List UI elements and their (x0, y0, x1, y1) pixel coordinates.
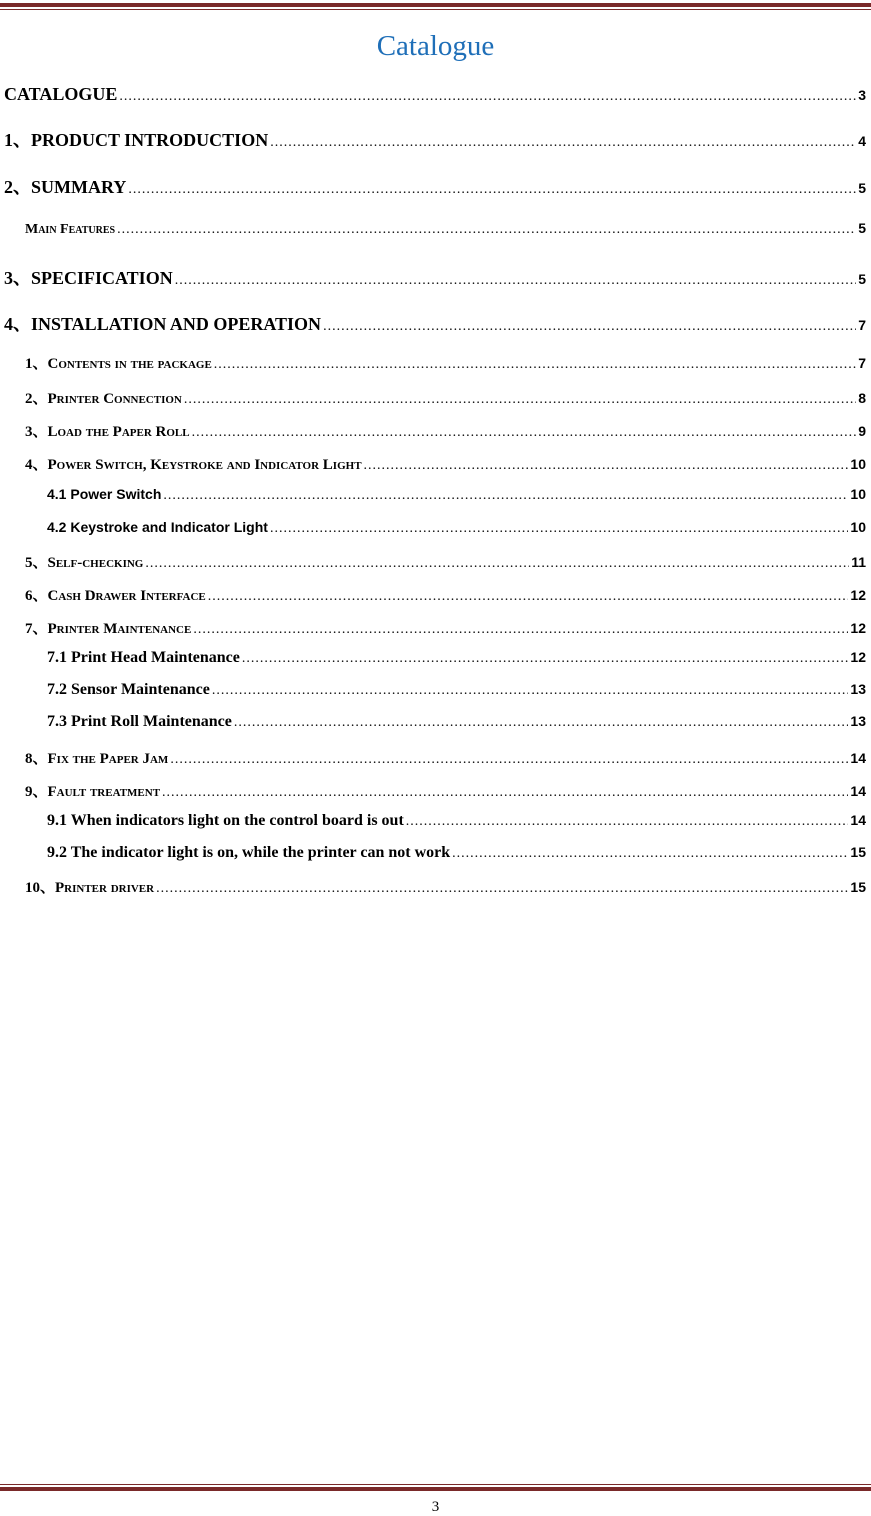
page-title: Catalogue (376, 30, 495, 62)
toc-entry-power-switch[interactable] (47, 486, 866, 504)
toc-entry-printer-driver[interactable] (25, 876, 866, 897)
toc-dot-leader (156, 881, 848, 897)
toc-dot-leader (208, 589, 849, 605)
header-rule-thin (0, 9, 871, 10)
toc-entry-label: Main Features (25, 222, 116, 237)
toc-entry-label: 1、PRODUCT INTRODUCTION (4, 130, 269, 150)
toc-entry-label: 2、Printer Connection (25, 391, 182, 407)
toc-entry-power-switch-keystroke-indicator[interactable] (25, 453, 866, 474)
toc-entry-indicator-on-not-working[interactable] (47, 844, 866, 862)
toc-entry-label: 2、SUMMARY (4, 177, 127, 197)
toc-entry-page: 9 (858, 423, 866, 439)
toc-dot-leader (452, 846, 848, 862)
toc-dot-leader (162, 785, 848, 801)
toc-entry-label: 1、Contents in the package (25, 356, 212, 372)
toc-entry-page: 14 (850, 783, 866, 799)
toc-entry-label: 3、SPECIFICATION (4, 268, 173, 288)
toc-entry-label: 9.2 The indicator light is on, while the printer can not work (47, 844, 451, 861)
toc-entry-page: 10 (850, 486, 866, 502)
toc-entry-page: 13 (850, 681, 866, 697)
toc-dot-leader (270, 521, 848, 537)
toc-entry-label: 8、Fix the Paper Jam (25, 751, 169, 767)
toc-entry-sensor-maintenance[interactable] (47, 681, 866, 699)
toc-entry-label: 6、Cash Drawer Interface (25, 588, 206, 604)
toc-dot-leader (170, 752, 848, 768)
page-number: 3 (431, 1499, 440, 1515)
toc-dot-leader (406, 814, 849, 830)
toc-entry-page: 3 (858, 87, 866, 103)
toc-entry-page: 10 (850, 456, 866, 472)
toc-entry-printer-maintenance[interactable] (25, 617, 866, 638)
toc-entry-label: 4、Power Switch, Keystroke and Indicator Light (25, 457, 362, 473)
toc-dot-leader (323, 319, 856, 335)
toc-entry-page: 14 (850, 750, 866, 766)
toc-entry-label: 7.3 Print Roll Maintenance (47, 713, 232, 730)
toc-entry-page: 15 (850, 844, 866, 860)
toc-entry-contents-in-package[interactable] (25, 352, 866, 373)
toc-entry-label: 5、Self-checking (25, 555, 144, 571)
toc-dot-leader (117, 222, 856, 238)
toc-entry-page: 4 (858, 133, 866, 149)
toc-entry-self-checking[interactable] (25, 551, 866, 572)
toc-entry-summary[interactable] (4, 173, 866, 199)
toc-entry-page: 10 (850, 519, 866, 535)
toc-entry-page: 7 (858, 317, 866, 333)
toc-entry-page: 12 (850, 620, 866, 636)
toc-entry-fix-paper-jam[interactable] (25, 747, 866, 768)
toc-entry-label: 9、Fault treatment (25, 784, 161, 800)
toc-entry-print-roll-maintenance[interactable] (47, 713, 866, 731)
header-rule-thick (0, 3, 871, 7)
toc-dot-leader (364, 458, 849, 474)
toc-dot-leader (145, 556, 849, 572)
toc-entry-load-paper-roll[interactable] (25, 420, 866, 441)
toc-entry-label: 7、Printer Maintenance (25, 621, 192, 637)
toc-entry-main-features[interactable] (25, 220, 866, 238)
toc-dot-leader (214, 357, 856, 373)
toc-dot-leader (234, 715, 849, 731)
toc-entry-label: 7.1 Print Head Maintenance (47, 649, 240, 666)
toc-entry-page: 8 (858, 390, 866, 406)
toc-entry-label: 4.2 Keystroke and Indicator Light (47, 519, 268, 535)
toc-entry-installation-and-operation[interactable] (4, 310, 866, 336)
toc-dot-leader (192, 425, 857, 441)
toc-entry-label: 3、Load the Paper Roll (25, 424, 190, 440)
toc-entry-page: 15 (850, 879, 866, 895)
toc-entry-label: CATALOGUE (4, 84, 118, 104)
toc-entry-page: 13 (850, 713, 866, 729)
toc-dot-leader (175, 273, 857, 289)
toc-entry-label: 9.1 When indicators light on the control board is out (47, 812, 404, 829)
toc-dot-leader (184, 392, 856, 408)
toc-dot-leader (128, 182, 856, 198)
toc-entry-label: 10、Printer driver (25, 880, 155, 896)
toc-dot-leader (163, 488, 848, 504)
toc-entry-indicators-out[interactable] (47, 812, 866, 830)
toc-entry-specification[interactable] (4, 264, 866, 290)
toc-entry-printer-connection[interactable] (25, 387, 866, 408)
toc-entry-page: 12 (850, 649, 866, 665)
toc-entry-page: 5 (858, 220, 866, 236)
footer-rule-thin (0, 1484, 871, 1485)
toc-entry-page: 11 (851, 554, 866, 570)
toc-entry-page: 12 (850, 587, 866, 603)
toc-entry-cash-drawer-interface[interactable] (25, 584, 866, 605)
toc-entry-label: 4.1 Power Switch (47, 486, 162, 502)
toc-entry-page: 7 (858, 355, 866, 371)
toc-dot-leader (119, 89, 856, 105)
toc-dot-leader (212, 683, 849, 699)
toc-entry-catalogue[interactable] (4, 84, 866, 105)
toc-dot-leader (270, 135, 856, 151)
toc-entry-keystroke-indicator-light[interactable] (47, 519, 866, 537)
toc-entry-product-introduction[interactable] (4, 126, 866, 152)
toc-entry-label: 4、INSTALLATION AND OPERATION (4, 314, 322, 334)
footer-rule-thick (0, 1487, 871, 1491)
toc-entry-label: 7.2 Sensor Maintenance (47, 681, 210, 698)
toc-entry-page: 5 (858, 180, 866, 196)
toc-entry-fault-treatment[interactable] (25, 780, 866, 801)
toc-entry-page: 5 (858, 271, 866, 287)
toc-entry-print-head-maintenance[interactable] (47, 649, 866, 667)
toc-dot-leader (193, 622, 848, 638)
toc-dot-leader (242, 651, 849, 667)
toc-entry-page: 14 (850, 812, 866, 828)
